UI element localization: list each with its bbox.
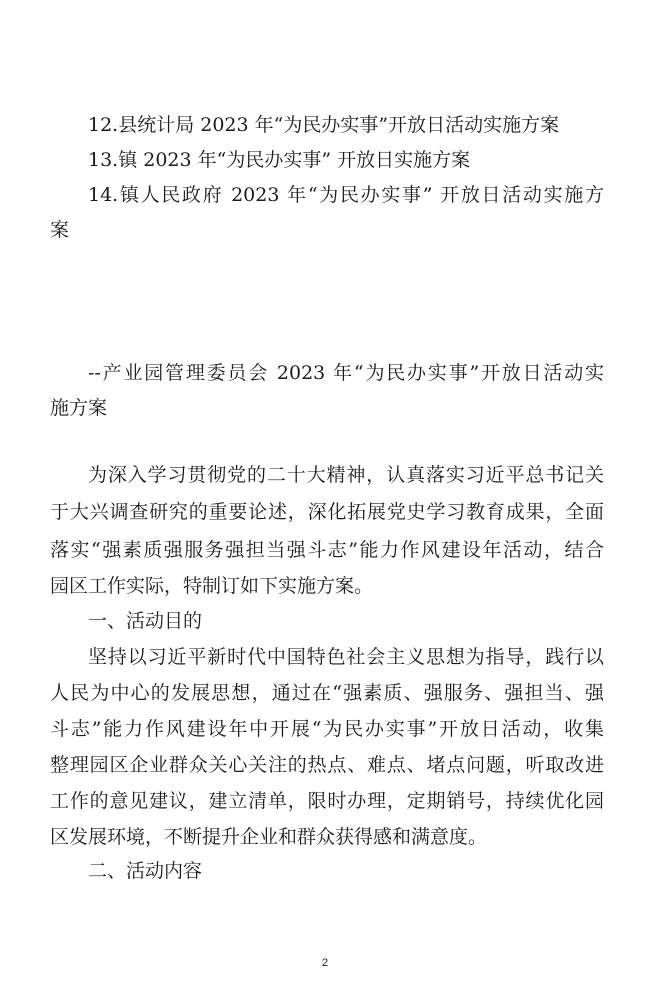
heading-activity-content: 二、活动内容: [88, 860, 203, 882]
paragraph-2-line-2: 人民为中心的发展思想，通过在“强素质、强服务、强担当、强: [50, 682, 604, 704]
paragraph-2-line-4: 整理园区企业群众关心关注的热点、难点、堵点问题，听取改进: [50, 754, 604, 776]
list-item-13: 13.镇 2023 年“为民办实事” 开放日实施方案: [88, 149, 471, 171]
paragraph-1-line-4: 园区工作实际，特制订如下实施方案。: [50, 575, 374, 597]
paragraph-2-line-6: 区发展环境，不断提升企业和群众获得感和满意度。: [50, 826, 488, 848]
list-item-12: 12.县统计局 2023 年“为民办实事”开放日活动实施方案: [88, 114, 560, 136]
paragraph-2-line-3: 斗志”能力作风建设年中开展“为民办实事”开放日活动，收集: [50, 718, 604, 740]
paragraph-1-line-2: 于大兴调查研究的重要论述，深化拓展党史学习教育成果，全面: [50, 501, 604, 523]
section-title-line-1: --产业园管理委员会 2023 年“为民办实事”开放日活动实: [88, 362, 604, 384]
paragraph-1-line-1: 为深入学习贯彻党的二十大精神，认真落实习近平总书记关: [88, 464, 604, 486]
section-title-line-2: 施方案: [50, 397, 108, 419]
page-number: 2: [321, 957, 329, 969]
list-item-14-continuation: 案: [50, 219, 70, 241]
list-item-14: 14.镇人民政府 2023 年“为民办实事” 开放日活动实施方: [88, 184, 604, 206]
paragraph-2-line-5: 工作的意见建议，建立清单，限时办理，定期销号，持续优化园: [50, 790, 604, 812]
paragraph-2-line-1: 坚持以习近平新时代中国特色社会主义思想为指导，践行以: [88, 646, 604, 668]
heading-activity-purpose: 一、活动目的: [88, 610, 203, 632]
paragraph-1-line-3: 落实“强素质强服务强担当强斗志”能力作风建设年活动，结合: [50, 539, 604, 561]
